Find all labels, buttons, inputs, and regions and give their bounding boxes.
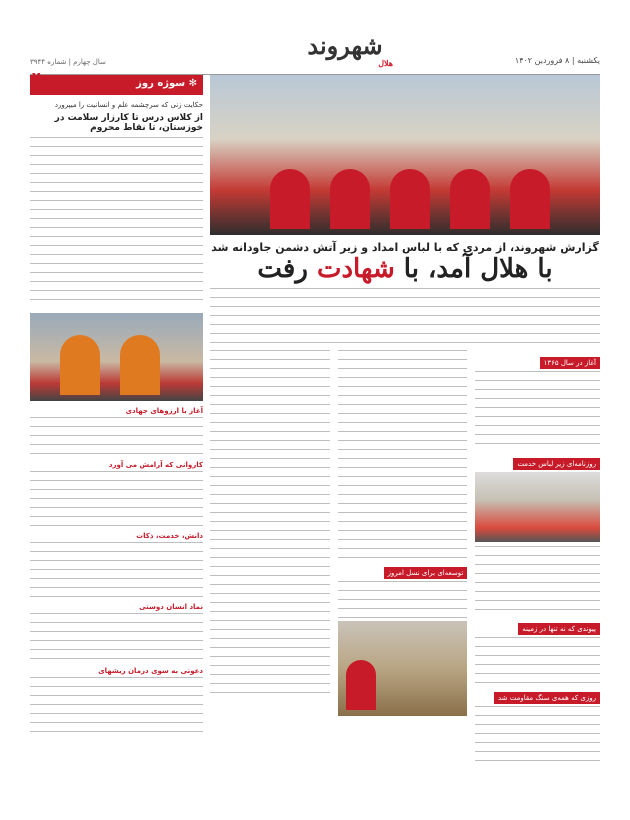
issue-info: سال چهارم | شماره ۳۹۴۴ [30, 58, 106, 66]
left-subhead-3: دانش، خدمت، ذکات [136, 532, 203, 540]
story-text-3 [475, 637, 600, 685]
left-body-text-4 [30, 542, 203, 597]
box-heading-3: توسعه‌ای برای نسل امروز [384, 567, 468, 579]
story-column-1 [475, 350, 600, 766]
story-headline [210, 254, 600, 284]
masthead [30, 30, 600, 75]
section-heading [30, 75, 203, 95]
story-text-1 [475, 371, 600, 451]
story-kicker: گزارش شهروند، از مردی که با لباس امداد و زیر آتش دشمن جاودانه شد [211, 241, 599, 254]
left-title: از کلاس درس تا کارزار سلامت در خوزستان، تا نقاط محروم [54, 113, 203, 133]
story-text-7 [210, 350, 330, 700]
publication-date: یکشنبه | ۸ فروردین ۱۴۰۲ [514, 56, 600, 65]
story-text-2 [475, 546, 600, 616]
left-subhead-2: کاروانی که آرامش می آورد [108, 461, 203, 469]
left-subhead-1: آغاز با ارزوهای جهادی [125, 407, 203, 415]
section-label: سوژه روز [136, 78, 186, 89]
left-body-text-5 [30, 613, 203, 661]
story-columns [210, 350, 600, 766]
box-heading-1: آغاز در سال ۱۳۶۵ [540, 357, 600, 369]
left-column [30, 75, 203, 795]
left-body-text-3 [30, 471, 203, 526]
left-subhead-5: دعوتی به سوی درمان ریشهای [98, 667, 203, 675]
story-column-2 [338, 350, 468, 766]
story-column-3 [210, 350, 330, 766]
headline-part-2: رفت [257, 254, 308, 284]
box-heading-4: پیوندی که نه تنها در زمینه [518, 623, 600, 635]
rescue-photo [338, 621, 468, 716]
left-photo [30, 313, 203, 401]
story-text-4 [475, 706, 600, 766]
left-body-text-2 [30, 417, 203, 455]
star-icon: ✻ [185, 78, 197, 89]
left-subhead-4: نماد انسان دوستی [139, 603, 203, 611]
box-heading-5: روزی که همه‌ی سنگ مقاومت شد [494, 692, 600, 704]
headline-red: شهادت [316, 254, 395, 284]
left-kicker: حکایت زنی که سرچشمه علم و انسانیت را میپرورد [54, 101, 203, 109]
story-text-5 [338, 350, 468, 560]
logo-title: شهروند [307, 31, 383, 60]
story-text-6 [338, 581, 468, 621]
lead-photo [210, 75, 600, 235]
logo-sub: هلال [378, 58, 393, 68]
ceremony-photo [475, 472, 600, 542]
main-story [210, 75, 600, 766]
left-body-text-6 [30, 677, 203, 737]
left-body-text [30, 137, 203, 307]
lead-paragraph [210, 288, 600, 344]
newspaper-logo [305, 31, 393, 68]
box-heading-2: روزنامه‌ای زیر لباس خدمت [513, 458, 600, 470]
headline-part-1: با هلال آمد، با [403, 254, 553, 284]
